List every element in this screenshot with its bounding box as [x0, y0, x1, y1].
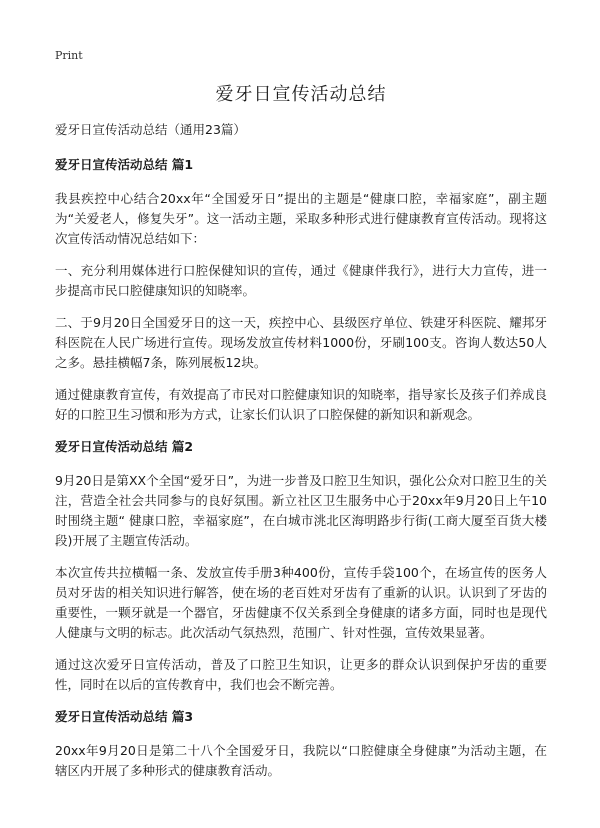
- section-heading: 爱牙日宣传活动总结 篇2: [55, 439, 194, 454]
- paragraph: 我县疾控中心结合20xx年“全国爱牙日”提出的主题是“健康口腔，幸福家庭”，副主题为“关爱老人，修复失牙”。这一活动主题，采取多种形式进行健康教育宣传活动。现将这次宣传活动情况总结如下：: [55, 191, 547, 246]
- section-heading: 爱牙日宣传活动总结 篇1: [55, 157, 194, 172]
- section-3: [55, 707, 547, 781]
- print-link[interactable]: Print: [55, 49, 83, 62]
- document-title: 爱牙日宣传活动总结: [215, 84, 387, 105]
- paragraph: 二、于9月20日全国爱牙日的这一天，疾控中心、县级医疗单位、铁建牙科医院、耀邦牙科医院在人民广场进行宣传。现场发放宣传材料1000份，牙刷100支。咨询人数达50人之多。悬挂横幅7条，陈列展板12块。: [55, 315, 547, 370]
- document: [55, 78, 547, 793]
- paragraph: 本次宣传共拉横幅一条、发放宣传手册3种400份，宣传手袋100个，在场宣传的医务人员对牙齿的相关知识进行解答，使在场的老百姓对牙齿有了重新的认识。认识到了牙齿的重要性，一颗牙就是一个器官，牙齿健康不仅关系到全身健康的诸多方面，同时也是现代人健康与文明的标志。此次活动气氛热烈，范围广、针对性强，宣传效果显著。: [55, 565, 547, 640]
- paragraph: 通过这次爱牙日宣传活动，普及了口腔卫生知识，让更多的群众认识到保护牙齿的重要性，同时在以后的宣传教育中，我们也会不断完善。: [55, 657, 547, 692]
- paragraph: 通过健康教育宣传，有效提高了市民对口腔健康知识的知晓率，指导家长及孩子们养成良好的口腔卫生习惯和形为方式，让家长们认识了口腔保健的新知识和新观念。: [55, 387, 547, 422]
- section-heading: 爱牙日宣传活动总结 篇3: [55, 709, 194, 724]
- section-2: [55, 437, 547, 695]
- document-subtitle: 爱牙日宣传活动总结（通用23篇）: [55, 122, 246, 137]
- paragraph: 一、充分利用媒体进行口腔保健知识的宣传，通过《健康伴我行》，进行大力宣传，进一步提高市民口腔健康知识的知晓率。: [55, 263, 547, 298]
- paragraph: 20xx年9月20日是第二十八个全国爱牙日，我院以“口腔健康全身健康”为活动主题，在辖区内开展了多种形式的健康教育活动。: [55, 743, 547, 778]
- section-1: [55, 155, 547, 425]
- paragraph: 9月20日是第XX个全国“爱牙日”，为进一步普及口腔卫生知识，强化公众对口腔卫生的关注，营造全社会共同参与的良好氛围。新立社区卫生服务中心于20xx年9月20日上午10时围绕主题“ 健康口腔，幸福家庭”，在白城市洮北区海明路步行街(工商大厦至百货大楼段)开展了主题宣传活动。: [55, 473, 547, 548]
